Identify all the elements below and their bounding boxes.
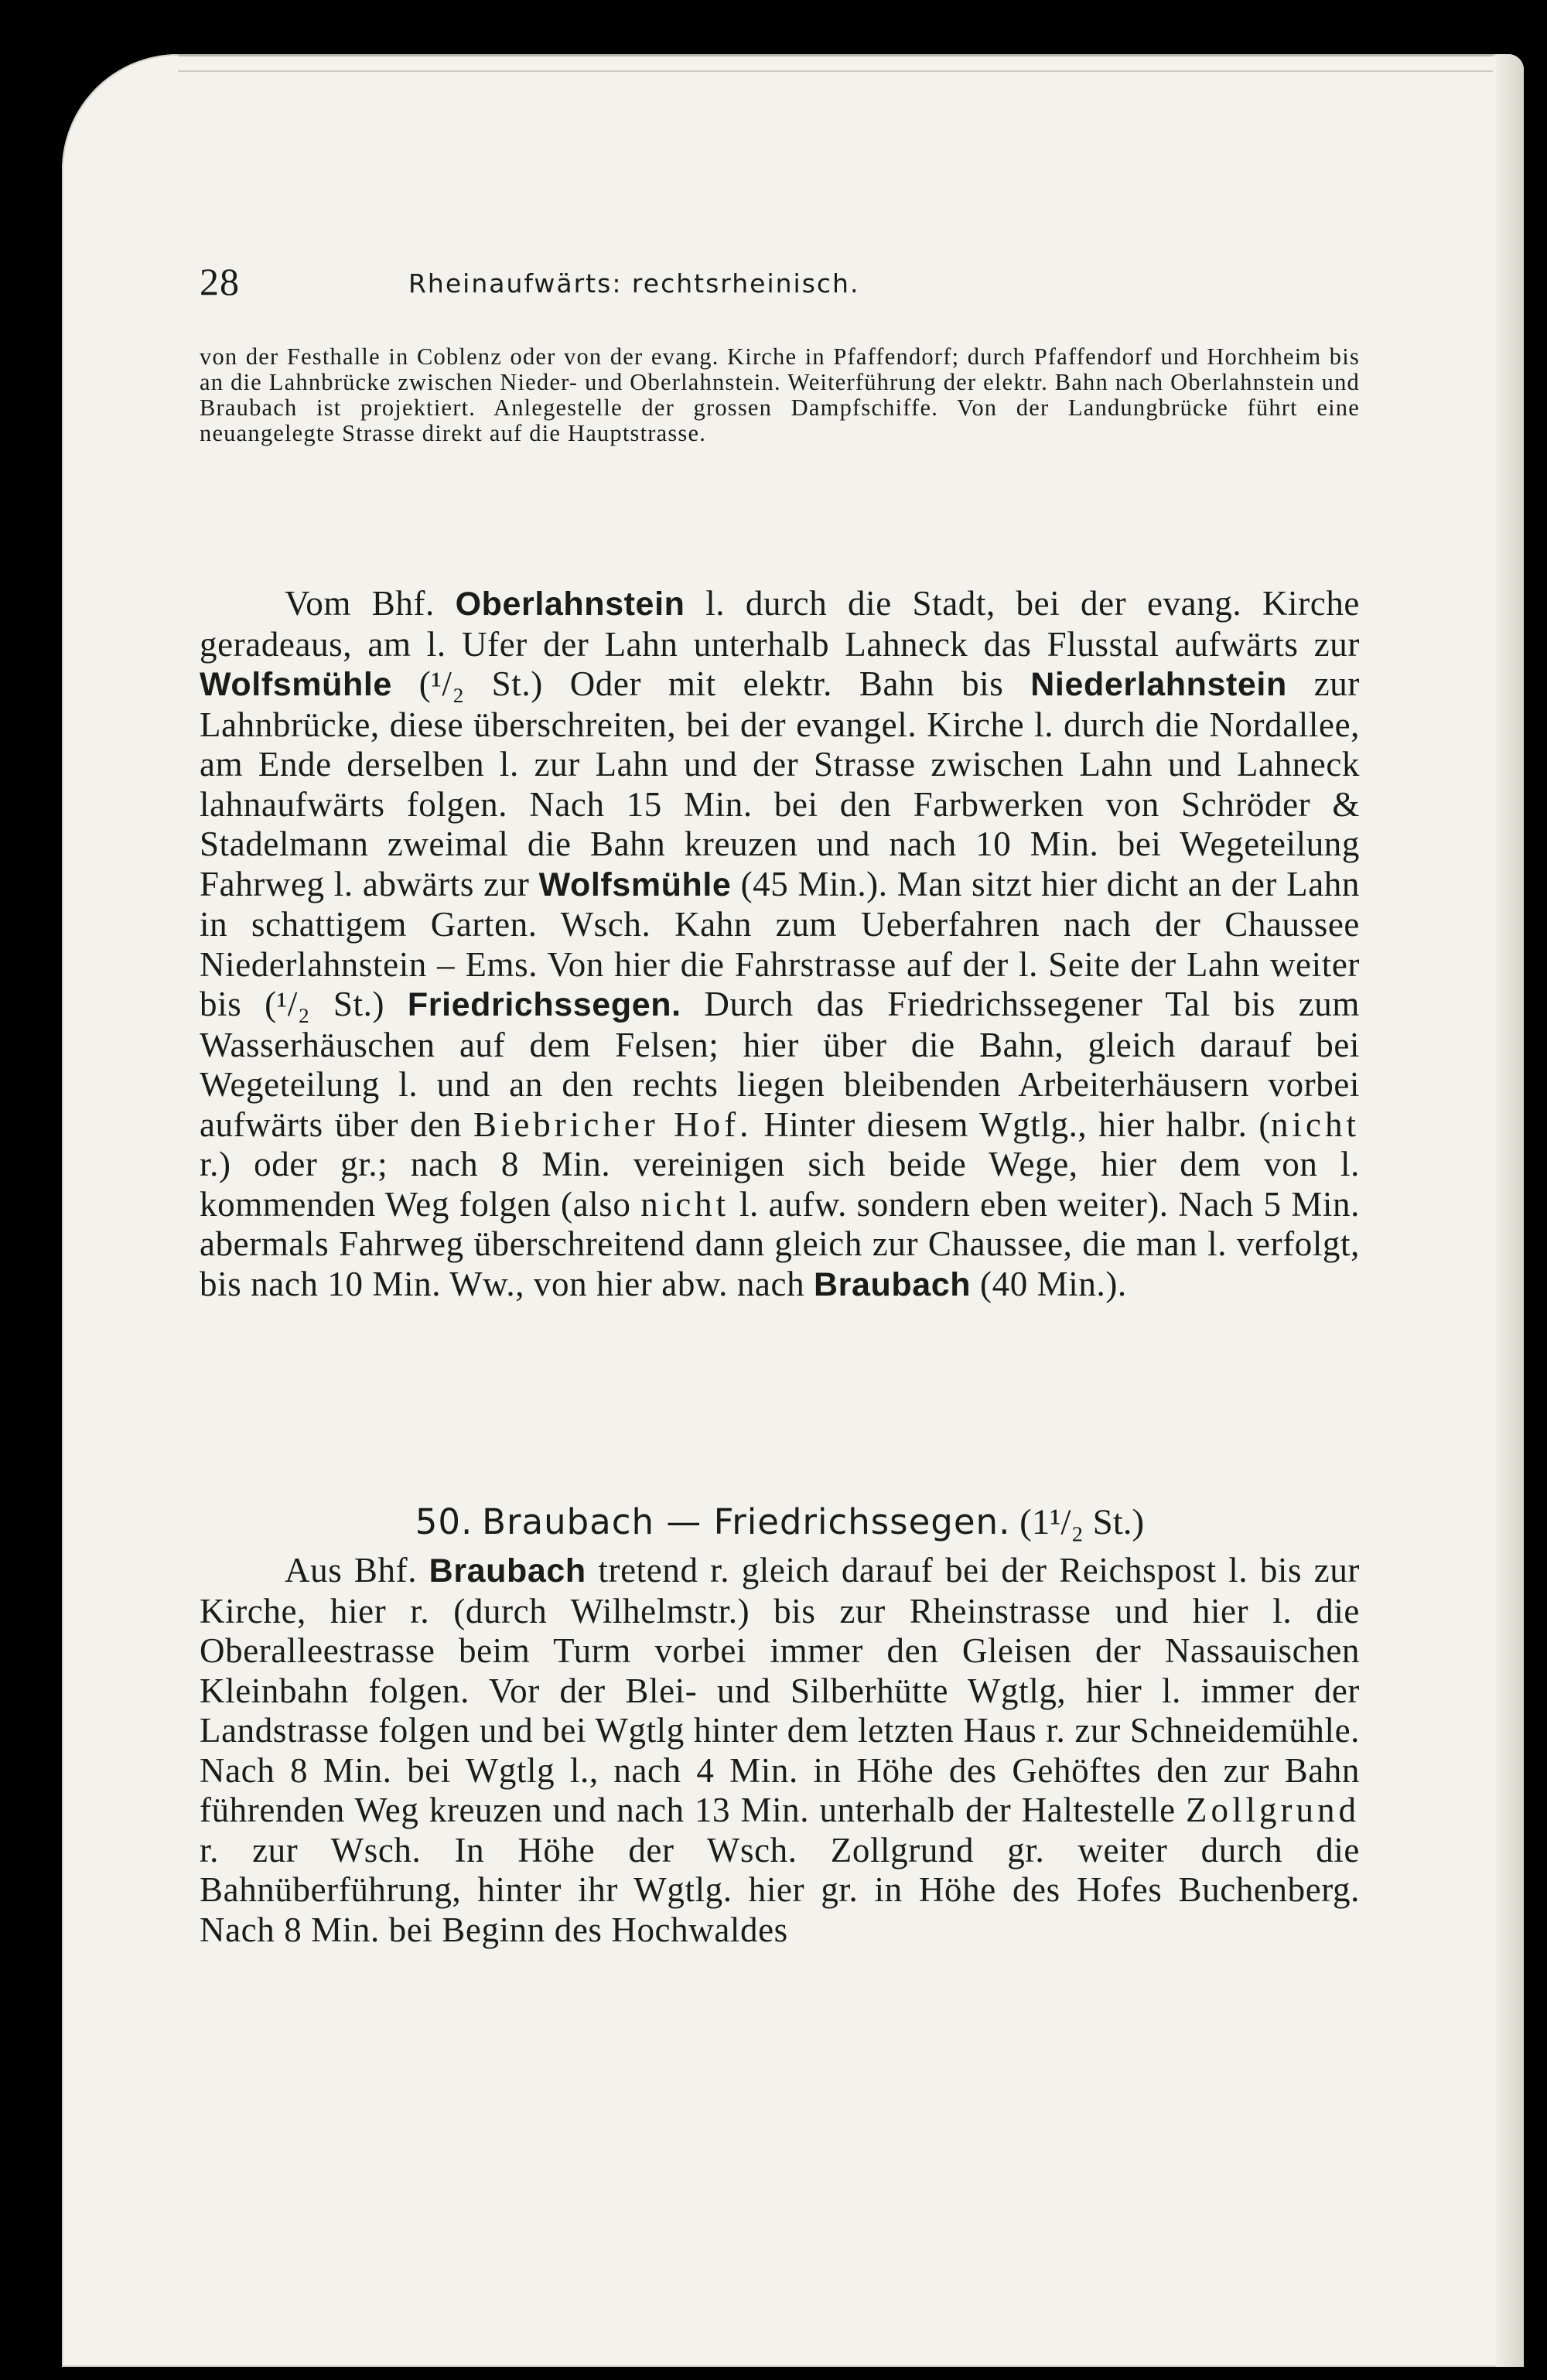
text-run: Vom Bhf. bbox=[285, 584, 435, 623]
place-name: Braubach bbox=[814, 1265, 972, 1303]
page-edge-lines bbox=[178, 54, 1493, 72]
approach-note: von der Festhalle in Coblenz oder von der evang. Kirche in Pfaffendorf; durch Pfaffendorf und Horchheim bis an die Lahnbrücke zwischen Nieder- und Oberlahnstein. Weiterführung der elektr. Bahn nach Oberlahnstein und Braubach ist projektiert. Anlegestelle der grossen Dampfschiffe. Von der Landungbrücke führt eine neuangelegte Strasse direkt auf die Hauptstrasse. bbox=[200, 343, 1360, 446]
place-name: Niederlahnstein bbox=[1030, 666, 1287, 703]
text-run: r.) oder gr.; nach 8 Min. vereinigen sich beide Wege, hier dem von l. kommenden Weg folgen (also bbox=[200, 1145, 1360, 1224]
text-run: l. durch die Stadt, bei der evang. Kirche geradeaus, am l. Ufer der Lahn unterhalb Lahneck das Flusstal aufwärts zur bbox=[200, 584, 1360, 664]
book-spine-shadow bbox=[1496, 54, 1524, 2367]
route-duration: (1¹/₂ St.) bbox=[1019, 1502, 1145, 1542]
route-number: 50. bbox=[415, 1501, 473, 1542]
route-50-heading bbox=[200, 1501, 1360, 1544]
text-run: (¹/₂ St.) Oder mit elektr. Bahn bis bbox=[418, 664, 1004, 703]
page-number: 28 bbox=[200, 260, 240, 303]
text-run: Durch das Friedrichssegener Tal bis zum Wasserhäuschen auf dem Felsen; hier über die Bahn, gleich darauf bei Wegeteilung l. und an den rechts liegen bleibenden Arbeiterhäusern vorbei aufwärts über den bbox=[200, 985, 1361, 1144]
place-name: Wolfsmühle bbox=[200, 666, 392, 703]
route-50-description bbox=[200, 1551, 1360, 1950]
text-run: Hinter diesem Wgtlg., hier halbr. ( bbox=[763, 1105, 1271, 1144]
spaced-emphasis: nicht bbox=[640, 1184, 730, 1224]
place-name: Friedrichssegen. bbox=[407, 986, 681, 1023]
spaced-place-name: Zollgrund bbox=[1186, 1791, 1360, 1829]
text-run: (40 Min.). bbox=[980, 1264, 1127, 1303]
place-name: Oberlahnstein bbox=[455, 586, 685, 623]
place-name: Wolfsmühle bbox=[538, 866, 732, 903]
spaced-emphasis: nicht bbox=[1271, 1105, 1360, 1144]
text-run: (45 Min.). Man sitzt hier dicht an der Lahn in schattigem Garten. Wsch. Kahn zum Ueberfahren nach der Chaussee Niederlahnstein – Ems. Von hier die Fahrstrasse auf der l. Seite der Lahn weiter bis (¹/₂ St.) bbox=[200, 864, 1360, 1023]
spaced-place-name: Biebricher Hof. bbox=[473, 1105, 753, 1144]
text-run: Aus Bhf. bbox=[285, 1551, 418, 1590]
page-header bbox=[200, 259, 1360, 306]
text-run: zur Lahnbrücke, diese überschreiten, bei der evangel. Kirche l. durch die Nordallee, am Ende derselben l. zur Lahn und der Strasse zwischen Lahn und Lahneck lahnaufwärts folgen. Nach 15 Min. bei den Farbwerken von Schröder & Stadelmann zweimal die Bahn kreuzen und nach 10 Min. bei Wegeteilung Fahrweg l. abwärts zur bbox=[200, 664, 1360, 903]
text-run: r. zur Wsch. In Höhe der Wsch. Zollgrund gr. weiter durch die Bahnüberführung, hinter ihr Wgtlg. hier gr. in Höhe des Hofes Buchenberg. Nach 8 Min. bei Beginn des Hochwaldes bbox=[200, 1830, 1360, 1949]
place-name: Braubach bbox=[429, 1552, 586, 1590]
text-run: l. aufw. sondern eben weiter). Nach 5 Min. abermals Fahrweg überschreitend dann gleich zur Chaussee, die man l. verfolgt, bis nach 10 Min. Ww., von hier abw. nach bbox=[200, 1184, 1360, 1303]
route-50-paragraph bbox=[200, 1551, 1360, 1950]
route-49-description bbox=[200, 584, 1360, 1305]
route-title: Braubach — Friedrichssegen. bbox=[482, 1501, 1011, 1542]
route-49-paragraph bbox=[200, 584, 1360, 1305]
text-run: tretend r. gleich darauf bei der Reichspost l. bis zur Kirche, hier r. (durch Wilhelmstr.) bis zur Rheinstrasse und hier l. die Oberalleestrasse beim Turm vorbei immer den Gleisen der Nassauischen Kleinbahn folgen. Vor der Blei- und Silberhütte Wgtlg, hier l. immer der Landstrasse folgen und bei Wgtlg hinter dem letzten Haus r. zur Schneidemühle. Nach 8 Min. bei Wgtlg l., nach 4 Min. in Höhe des Gehöftes den zur Bahn führenden Weg kreuzen und nach 13 Min. unterhalb der Haltestelle bbox=[200, 1551, 1361, 1829]
running-head: Rheinaufwärts: rechtsrheinisch. bbox=[408, 268, 860, 299]
